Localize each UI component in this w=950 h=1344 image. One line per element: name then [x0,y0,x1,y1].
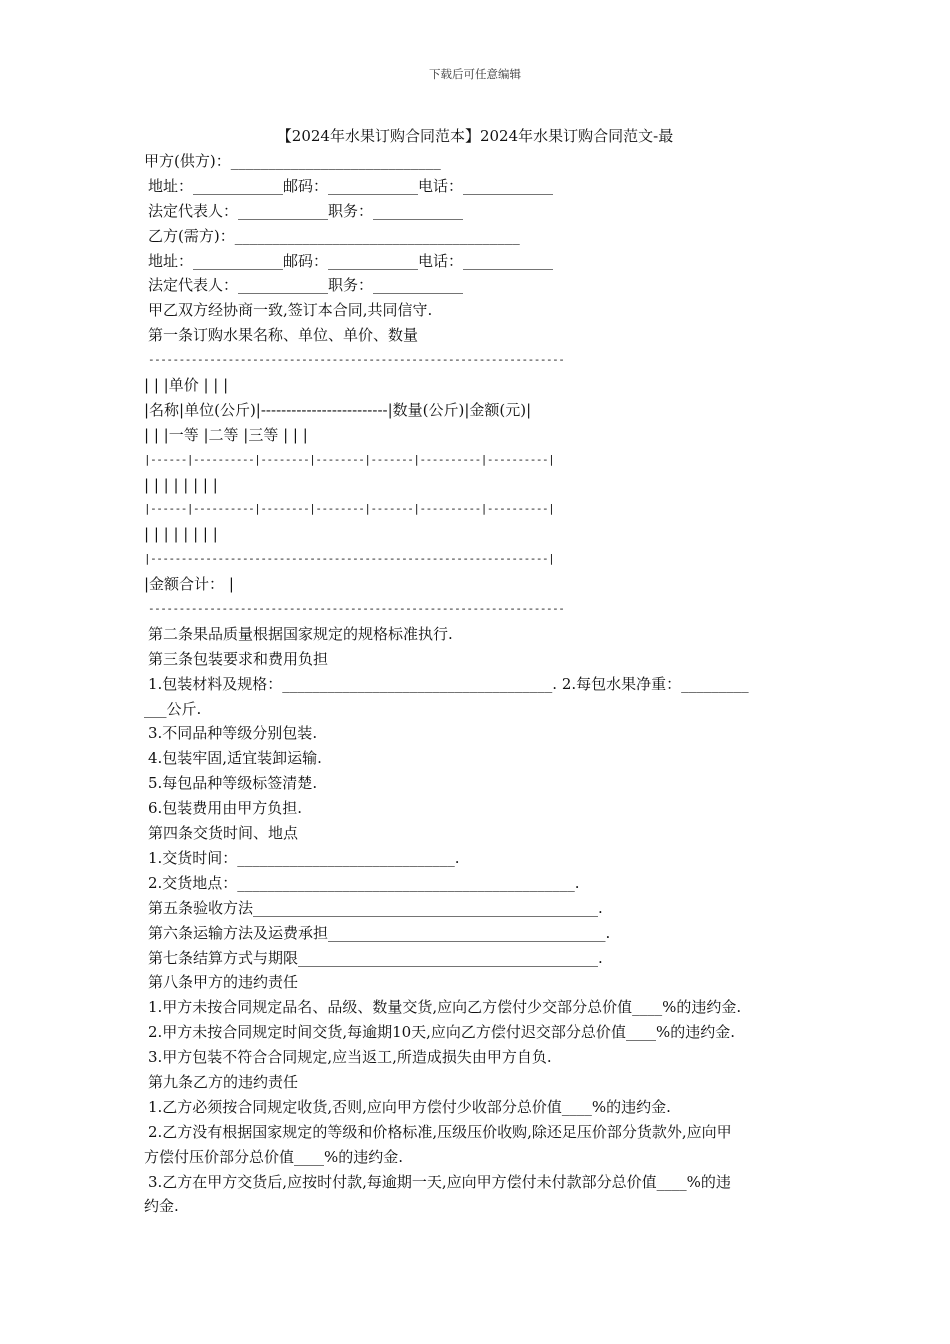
article-2: 第二条果品质量根据国家规定的规格标准执行. [148,624,453,643]
table-border-bottom: -------------------------------------------------------------------- [148,602,565,616]
table-row: | | | | | | | | [144,525,218,544]
article-9-item-3-cont: 约金. [144,1197,179,1216]
party-a-line: 甲方(供方)：____________________________ [144,152,441,170]
party-a-address-line: 地址：____________邮码：____________电话：____________ [148,176,554,195]
article-9-item-2: 2.乙方没有根据国家规定的等级和价格标准,压级压价收购,除还足压价部分货款外,应向甲 [148,1122,732,1141]
article-3-item-3: 3.不同品种等级分别包装. [148,724,318,743]
party-a-representative-line: 法定代表人：____________职务：____________ [148,201,464,220]
article-4-heading: 第四条交货时间、地点 [148,824,299,843]
table-row: | | |一等 |二等 |三等 | | | [144,425,308,444]
article-3-item-6: 6.包装费用由甲方负担. [148,799,303,818]
article-9-item-1: 1.乙方必须按合同规定收货,否则,应向甲方偿付少收部分总价值____%的违约金. [148,1097,671,1116]
article-9-heading: 第九条乙方的违约责任 [148,1072,299,1091]
table-row: | | |单价 | | | [144,376,229,395]
article-9-item-3: 3.乙方在甲方交货后,应按时付款,每逾期一天,应向甲方偿付未付款部分总价值____%的违 [148,1172,731,1191]
contract-body [144,149,810,1219]
article-4-item-2: 2.交货地点：_____________________________________________. [148,873,580,892]
page-header-note: 下载后可任意编辑 [429,67,521,81]
party-b-representative-line: 法定代表人：____________职务：____________ [148,276,464,295]
article-7: 第七条结算方式与期限________________________________________. [148,948,603,967]
table-total-row: |金额合计： | [144,575,234,594]
article-3-item-4: 4.包装牢固,适宜装卸运输. [148,749,322,768]
table-border-top: -------------------------------------------------------------------- [148,353,565,367]
table-separator: |-----------------------------------------------------------------| [144,552,555,566]
article-8-item-1: 1.甲方未按合同规定品名、品级、数量交货,应向乙方偿付少交部分总价值____%的违约金. [148,998,742,1017]
article-3-item-1: 1.包装材料及规格：____________________________________. 2.每包水果净重：_________ [148,674,749,693]
table-separator: |------|----------|--------|--------|-------|----------|----------| [144,452,555,466]
article-9-item-2-cont: 方偿付压价部分总价值____%的违约金. [144,1147,404,1166]
table-header-row: |名称|单位(公斤)|-------------------------|数量(公斤)|金额(元)| [144,400,532,419]
article-8-heading: 第八条甲方的违约责任 [148,973,299,992]
document-title: 【2024年水果订购合同范本】2024年水果订购合同范文-最 [276,127,674,145]
article-3-item-5: 5.每包品种等级标签清楚. [148,774,318,793]
article-3-item-1-cont: ___公斤. [144,699,202,718]
article-5: 第五条验收方法______________________________________________. [148,898,603,917]
article-6: 第六条运输方法及运费承担_____________________________________. [148,923,611,942]
article-8-item-3: 3.甲方包装不符合合同规定,应当返工,所造成损失由甲方自负. [148,1048,552,1067]
party-b-address-line: 地址：____________邮码：____________电话：____________ [148,251,554,270]
table-row: | | | | | | | | [144,475,218,494]
agreement-statement: 甲乙双方经协商一致,签订本合同,共同信守. [148,301,433,320]
article-3-heading: 第三条包装要求和费用负担 [148,649,329,668]
table-separator: |------|----------|--------|--------|-------|----------|----------| [144,502,555,516]
article-8-item-2: 2.甲方未按合同规定时间交货,每逾期10天,应向乙方偿付迟交部分总价值____%的违约金. [148,1023,735,1042]
article-1-heading: 第一条订购水果名称、单位、单价、数量 [148,326,419,345]
party-b-line: 乙方(需方)：______________________________________ [148,226,520,245]
article-4-item-1: 1.交货时间：_____________________________. [148,848,460,867]
